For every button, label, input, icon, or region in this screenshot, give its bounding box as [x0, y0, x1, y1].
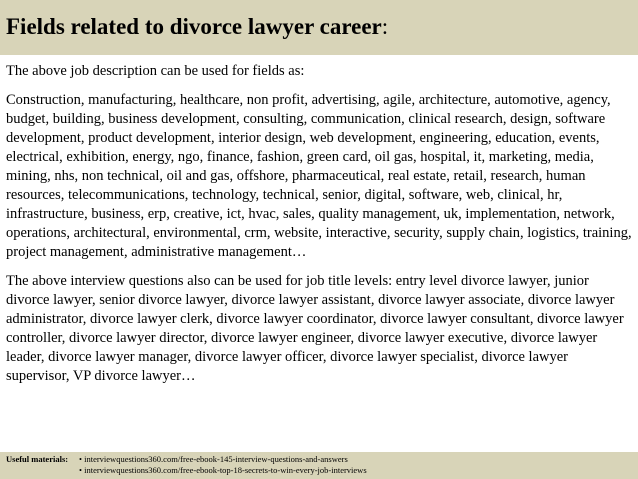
title-bar: [0, 0, 638, 55]
title-text: Fields related to divorce lawyer career: [6, 14, 382, 39]
useful-materials-links: [79, 454, 367, 476]
content-area: [6, 62, 634, 386]
ebook-145-questions-link[interactable]: • interviewquestions360.com/free-ebook-145-interview-questions-and-answers: [79, 454, 348, 464]
footer-bar: [0, 452, 638, 479]
ebook-18-secrets-link[interactable]: • interviewquestions360.com/free-ebook-top-18-secrets-to-win-every-job-interviews: [79, 465, 367, 475]
title-colon: :: [381, 14, 389, 39]
fields-paragraph: Construction, manufacturing, healthcare, non profit, advertising, agile, architecture, automotive, agency, budget, building, business development, consulting, communication, clinical research, design, software development, product development, interior design, web development, engineering, education, events, electrical, exhibition, energy, ngo, finance, fashion, green card, oil gas, hospital, it, marketing, media, mining, nhs, non technical, oil and gas, offshore, pharmaceutical, real estate, retail, research, human resources, telecommunications, technology, technical, senior, digital, software, web, clinical, hr, infrastructure, business, erp, creative, ict, hvac, sales, quality management, uk, implementation, network, operations, architectural, environmental, crm, website, interactive, security, supply chain, logistics, training, project management, administrative management…: [6, 92, 632, 260]
useful-materials: [6, 454, 638, 476]
useful-materials-label: [6, 454, 79, 476]
useful-materials-label-text: Useful materials: [6, 454, 66, 464]
page-title: [6, 13, 638, 41]
useful-materials-label-colon: :: [65, 454, 69, 464]
intro-paragraph: The above job description can be used for fields as:: [6, 63, 305, 79]
job-levels-paragraph: The above interview questions also can be used for job title levels: entry level divorce lawyer, junior divorce lawyer, senior divorce lawyer, divorce lawyer assistant, divorce lawyer associate, divorce lawyer administrator, divorce lawyer clerk, divorce lawyer coordinator, divorce lawyer consultant, divorce lawyer controller, divorce lawyer director, divorce lawyer engineer, divorce lawyer executive, divorce lawyer leader, divorce lawyer manager, divorce lawyer officer, divorce lawyer specialist, divorce lawyer supervisor, VP divorce lawyer…: [6, 273, 624, 384]
